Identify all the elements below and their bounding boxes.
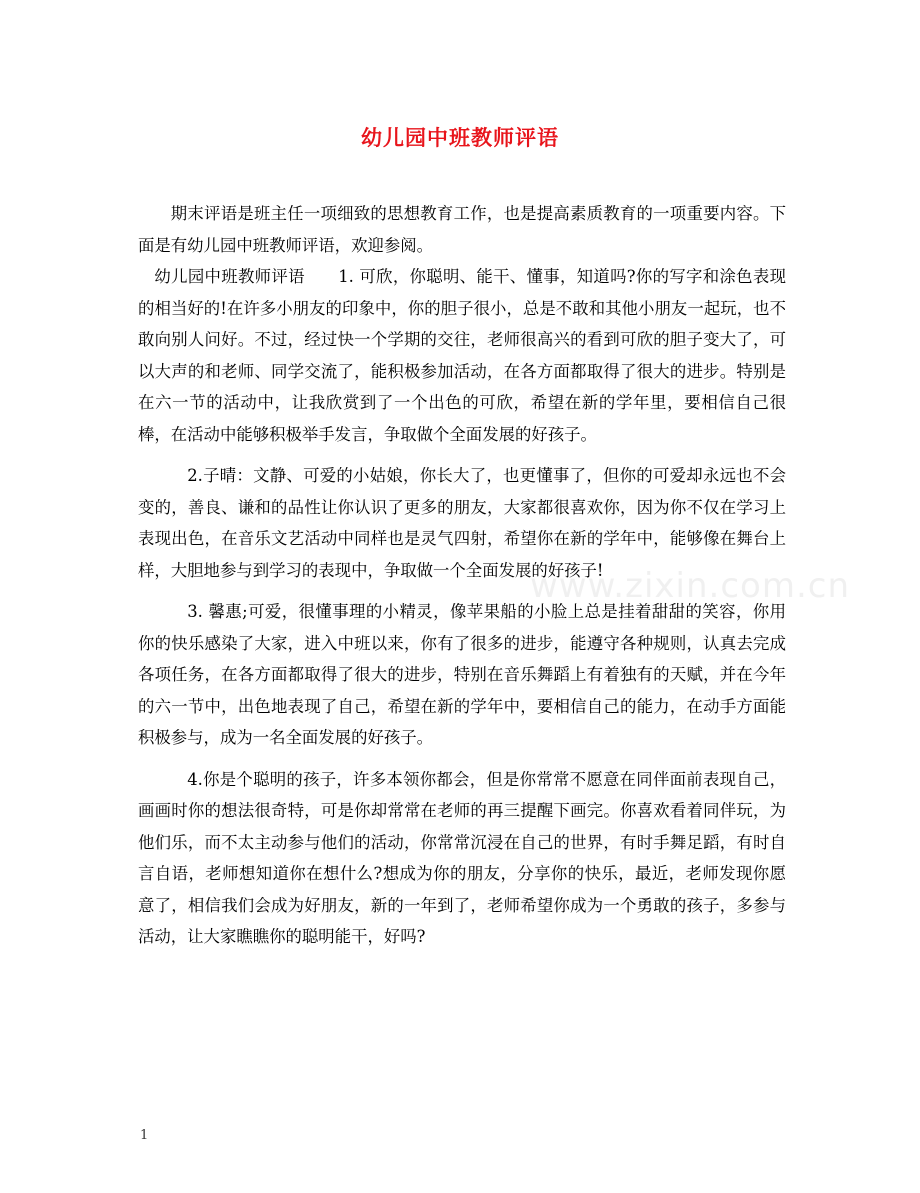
page-number: 1 bbox=[140, 1128, 149, 1143]
intro-paragraph: 期末评语是班主任一项细致的思想教育工作，也是提高素质教育的一项重要内容。下面是有幼儿园中班教师评语，欢迎参阅。 bbox=[138, 204, 786, 255]
comment-paragraph-2: 2.子晴：文静、可爱的小姑娘，你长大了，也更懂事了，但你的可爱却永远也不会变的，善良、谦和的品性让你认识了更多的朋友，大家都很喜欢你，因为你不仅在学习上表现出色，在音乐文艺活动中同样也是灵气四射，希望你在新的学年中，能够像在舞台上样，大胆地参与到学习的表现中，争取做一个全面发展的好孩子! bbox=[138, 466, 786, 580]
comment-paragraph-4: 4.你是个聪明的孩子，许多本领你都会，但是你常常不愿意在同伴面前表现自己，画画时你的想法很奇特，可是你却常常在老师的再三提醒下画完。你喜欢看着同伴玩，为他们乐，而不太主动参与他们的活动，你常常沉浸在自己的世界，有时手舞足蹈，有时自言自语，老师想知道你在想什么?想成为你的朋友，分享你的快乐，最近，老师发现你愿意了，相信我们会成为好朋友，新的一年到了，老师希望你成为一个勇敢的孩子，多参与活动，让大家瞧瞧你的聪明能干，好吗? bbox=[138, 769, 786, 946]
document-body bbox=[138, 198, 786, 953]
watermark: www.zixin.com.cn bbox=[530, 566, 850, 606]
comment-paragraph-3: 3. 馨惠;可爱，很懂事理的小精灵，像苹果船的小脸上总是挂着甜甜的笑容，你用你的快乐感染了大家，进入中班以来，你有了很多的进步，能遵守各种规则，认真去完成各项任务，在各方面都取得了很大的进步，特别在音乐舞蹈上有着独有的天赋，并在今年的六一节中，出色地表现了自己，希望在新的学年中，要相信自己的能力，在动手方面能积极参与，成为一名全面发展的好孩子。 bbox=[138, 602, 786, 747]
comment-paragraph-1: 幼儿园中班教师评语 1. 可欣，你聪明、能干、懂事，知道吗?你的写字和涂色表现的相当好的!在许多小朋友的印象中，你的胆子很小，总是不敢和其他小朋友一起玩，也不敢向别人问好。不过，经过快一个学期的交往，老师很高兴的看到可欣的胆子变大了，可以大声的和老师、同学交流了，能积极参加活动，在各方面都取得了很大的进步。特别是在六一节的活动中，让我欣赏到了一个出色的可欣，希望在新的学年里，要相信自己很棒，在活动中能够积极举手发言，争取做个全面发展的好孩子。 bbox=[138, 267, 786, 444]
page-title: 幼儿园中班教师评语 bbox=[361, 125, 559, 150]
